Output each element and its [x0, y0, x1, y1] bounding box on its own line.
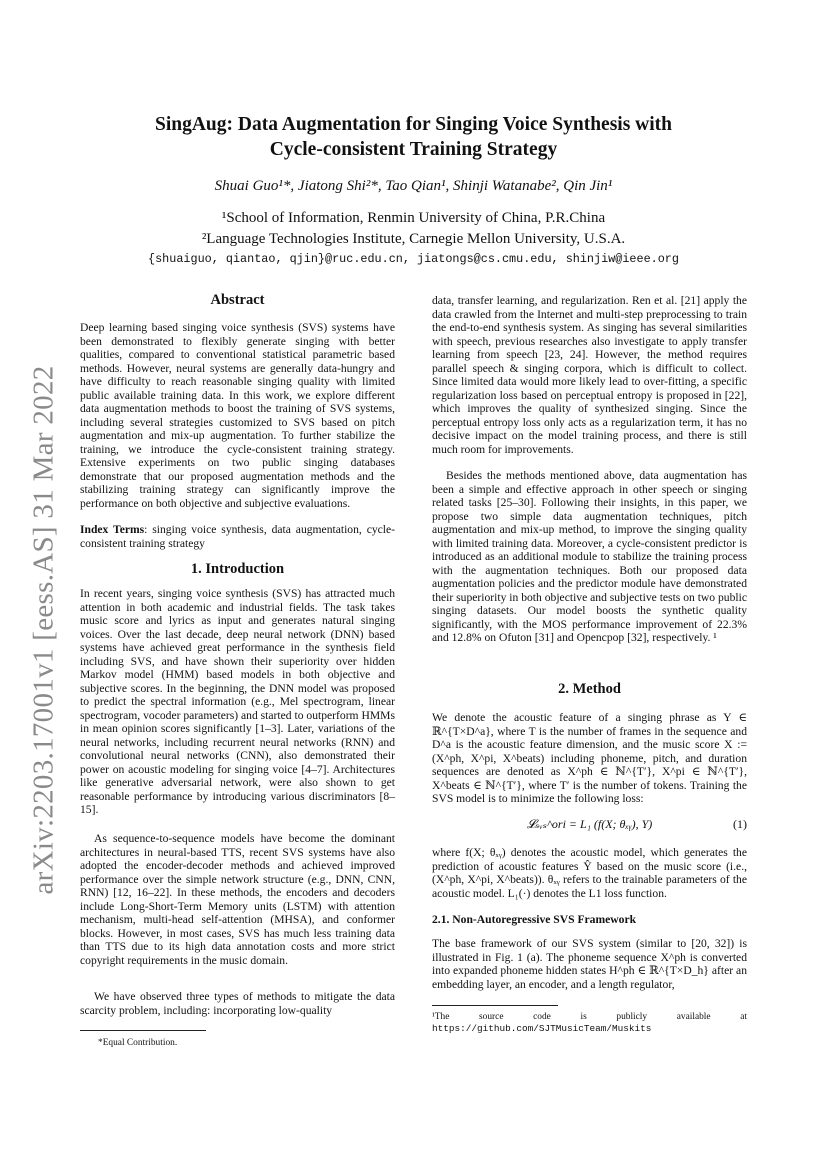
footnote-equal-contribution: *Equal Contribution. [98, 1038, 178, 1048]
footnote-rule-left [80, 1030, 206, 1031]
affiliation-1: ¹School of Information, Renmin University of China, P.R.China [221, 210, 606, 226]
footnote-text: ¹The source code is publicly available at [432, 1012, 747, 1022]
intro-paragraph-2: As sequence-to-sequence models have become the dominant architectures in neural-based TTS, recent SVS systems have also adopted the encoder-decoder methods and achieved improved performance over the simple network structure (e.g., DNN, CNN, RNN) [12, 16–22]. In these methods, the encoders and decoders include Long-Short-Term Memory units (LSTM) with attention mechanism, multi-head self-attention (MHSA), and conformer blocks. However, in most cases, SVS has much less training data than TTS due to its high data annotation costs and more strict copyright requirements in the music domain. [80, 832, 395, 967]
intro-paragraph-3: We have observed three types of methods to mitigate the data scarcity problem, including: incorporating low-quality [80, 990, 395, 1017]
footnote-source-code [432, 1011, 747, 1035]
equation-body: 𝓛ₛᵥₛ^ori = L₁ (f(X; θₓᵧ), Y) [526, 817, 653, 831]
right-paragraph-2: Besides the methods mentioned above, data augmentation has been a simple and effective approach in other speech or singing related tasks [25–30]. Following their insights, in this paper, we propose two simple data augmentation techniques, pitch augmentation and mix-up method, to improve the singing quality with limited training data. Moreover, a cycle-consistent predictor is introduced as an additional module to stabilize the training process with the augmentation techniques. Both our proposed data augmentation policies and the predictor module have demonstrated their superiority in both objective and subjective tests on two public singing datasets. Our model boosts the synthetic quality significantly, with the MOS performance improvement of 22.3% and 12.8% on Ofuton [31] and Opencpop [32], respectively. ¹ [432, 469, 747, 644]
method-paragraph-3: The base framework of our SVS system (similar to [20, 32]) is illustrated in Fig. 1 (a). The phoneme sequence X^ph is converted into expanded phoneme hidden states H^ph ∈ ℝ^{T×D_h} after an embedding layer, an encoder, and a length regulator, [432, 937, 747, 991]
method-heading: 2. Method [558, 681, 621, 697]
subsection-heading: 2.1. Non-Autoregressive SVS Framework [432, 913, 637, 926]
abstract-heading: Abstract [210, 292, 265, 308]
arxiv-id: arXiv:2203.17001v1 [eess.AS] 31 Mar 2022 [27, 365, 60, 895]
arxiv-stamp [20, 350, 68, 910]
intro-paragraph-1: In recent years, singing voice synthesis (SVS) has attracted much attention in both academic and industrial fields. The task takes music score and lyrics as input and generates natural singing voices. Over the last decade, deep neural network (DNN) based systems have achieved great performance in the synthesis field including SVS, and have shown their superiority over hidden Markov model (HMM) based models in both objective and subjective scores. In the beginning, the DNN model was proposed to predict the spectral information (e.g., Mel spectrogram, linear spectrogram, vocoder parameters) and started to outperform HMMs in mean opinion scores significantly [1–3]. Later, variations of the neural networks, including recurrent neural networks (RNN) and convolutional neural networks (CNN), also demonstrated their power on acoustic modeling for singing voice [4–7]. Architectures like generative adversarial network, were also shown to get reasonable performance by introducing various discriminators [8–15]. [80, 587, 395, 816]
footnote-rule-right [432, 1005, 558, 1006]
equation-1 [432, 817, 747, 835]
intro-heading: 1. Introduction [190, 561, 285, 577]
method-paragraph-2: where f(X; θₓᵧ) denotes the acoustic model, which generates the prediction of acoustic features Ŷ based on the music score (i.e., (X^ph, X^pi, X^beats)). θₓᵧ refers to the trainable parameters of the acoustic model. L₁(·) denotes the L1 loss function. [432, 846, 747, 900]
title-line-1: SingAug: Data Augmentation for Singing Voice Synthesis with [154, 114, 673, 135]
title-line-2: Cycle-consistent Training Strategy [269, 139, 558, 160]
affiliation-2: ²Language Technologies Institute, Carnegie Mellon University, U.S.A. [201, 231, 626, 247]
index-terms-text: : singing voice synthesis, data augmentation, cycle-consistent training strategy [80, 523, 396, 550]
right-paragraph-1: data, transfer learning, and regularization. Ren et al. [21] apply the data crawled from the Internet and multi-step preprocessing to train the end-to-end synthesis system. As singing has several similarities with speech, previous researches also investigate to apply transfer learning from speech [23, 24]. However, the method requires parallel speech & singing corpora, which is difficult to collect. Since limited data would more likely lead to over-fitting, a specific regularization loss based on perceptual entropy is proposed in [22], which improves the quality of synthesized singing. Since the perceptual entropy loss only acts as a regularization term, it has no decisive impact on the model training process, and there is still much room for improvements. [432, 294, 747, 456]
source-code-link[interactable]: https://github.com/SJTMusicTeam/Muskits [432, 1023, 652, 1034]
author-list: Shuai Guo¹*, Jiatong Shi²*, Tao Qian¹, Shinji Watanabe², Qin Jin¹ [214, 178, 613, 194]
equation-number: (1) [733, 817, 747, 831]
affiliations [80, 208, 747, 250]
index-terms-label: Index Terms [80, 523, 145, 536]
method-paragraph-1: We denote the acoustic feature of a singing phrase as Y ∈ ℝ^{T×D^a}, where T is the number of frames in the sequence and D^a is the acoustic feature dimension, and the music score X := (X^ph, X^pi, X^beats) including phoneme, pitch, and duration sequences are denoted as X^ph ∈ ℕ^{T′}, X^pi ∈ ℕ^{T′}, X^beats ∈ ℕ^{T′}, where T′ is the number of tokens. Training the SVS model is to minimize the following loss: [432, 711, 747, 805]
paper-title [80, 112, 747, 162]
abstract-text: Deep learning based singing voice synthesis (SVS) systems have been demonstrated to flexibly generate singing with better qualities, compared to conventional statistical parametric based methods. However, neural systems are generally data-hungry and have difficulty to reach reasonable singing quality with limited public available training data. In this work, we explore different data augmentation methods to boost the training of SVS systems, including several strategies customized to SVS based on pitch augmentation and mix-up augmentation. To further stabilize the training, we introduce the cycle-consistent training strategy. Extensive experiments on two public singing databases demonstrate that our proposed augmentation methods and the stabilizing training strategy can significantly improve the performance on both objective and subjective evaluations. [80, 321, 395, 510]
index-terms [80, 523, 395, 550]
author-emails: {shuaiguo, qiantao, qjin}@ruc.edu.cn, jiatongs@cs.cmu.edu, shinjiw@ieee.org [148, 252, 679, 266]
